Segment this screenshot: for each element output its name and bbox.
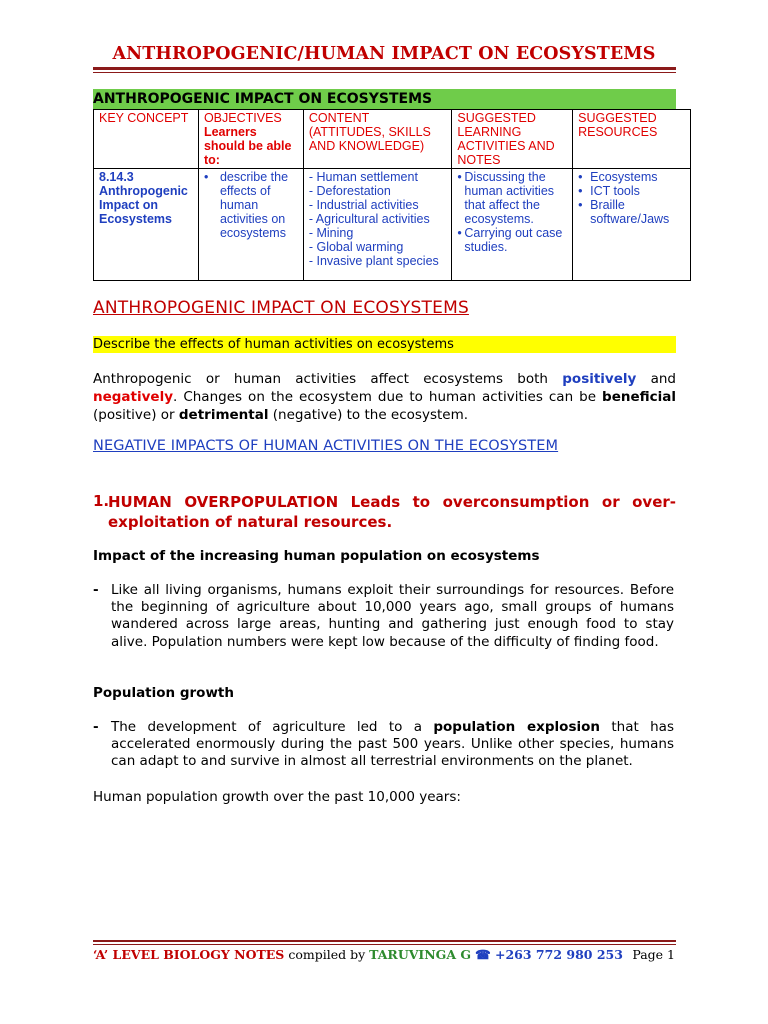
resource-item: • ICT tools	[578, 184, 640, 198]
section-title: ANTHROPOGENIC IMPACT ON ECOSYSTEMS	[93, 298, 469, 318]
td-objectives	[198, 169, 303, 281]
negative-impacts-title: NEGATIVE IMPACTS OF HUMAN ACTIVITIES ON THE ECOSYSTEM	[93, 438, 559, 454]
footer-rule-thick	[93, 940, 676, 942]
td-content	[303, 169, 452, 281]
td-key-concept: 8.14.3 Anthropogenic Impact on Ecosystems	[94, 169, 199, 281]
header-rule-thin	[93, 72, 676, 73]
table-banner	[93, 89, 676, 109]
footer-credit: ‘A’ LEVEL BIOLOGY NOTES compiled by TARUVINGA G ☎ +263 772 980 253	[93, 947, 623, 962]
content-item: - Human settlement	[308, 170, 418, 184]
dash-bullet: -	[93, 719, 99, 735]
population-explosion-word: population explosion	[433, 719, 600, 735]
subheading-population-growth: Population growth	[93, 685, 234, 701]
table-header-row	[94, 110, 691, 169]
negatively-word: negatively	[93, 389, 174, 405]
bullet-icon: •	[457, 226, 462, 240]
paragraph-growth-intro: Human population growth over the past 10,000 years:	[93, 789, 461, 805]
point-heading: HUMAN OVERPOPULATION Leads to overconsumption or over- exploitation of natural resources.	[108, 493, 676, 531]
content-item: - Invasive plant species	[308, 254, 439, 268]
td-resources	[573, 169, 691, 281]
content-item: - Mining	[308, 226, 354, 240]
point-number: 1.	[93, 492, 110, 510]
th-objectives: OBJECTIVES Learners should be able to:	[198, 110, 303, 169]
th-activities: SUGGESTED LEARNING ACTIVITIES AND NOTES	[452, 110, 573, 169]
activity-item: • Discussing the human activities that affect the ecosystems.	[457, 170, 555, 226]
content-item: - Industrial activities	[308, 198, 419, 212]
objective-text: Describe the effects of human activities on ecosystems	[93, 337, 454, 352]
header-rule-thick	[93, 67, 676, 70]
paragraph-impact: Like all living organisms, humans exploit their surroundings for resources. Before the beginning of agriculture about 10,000 years ago, small groups of humans wandered across large areas, hunting and gathering just enough food to stay alive. Population numbers were kept low because of the difficulty of finding food.	[111, 582, 674, 650]
content-item: - Global warming	[308, 240, 404, 254]
dash-bullet: -	[93, 582, 99, 598]
resource-item: • Braille software/Jaws	[578, 198, 670, 226]
activity-item: • Carrying out case studies.	[457, 226, 563, 254]
table-banner-text: ANTHROPOGENIC IMPACT ON ECOSYSTEMS	[93, 91, 433, 107]
bullet-icon: •	[578, 198, 583, 212]
content-item: - Deforestation	[308, 184, 391, 198]
resource-item: • Ecosystems	[578, 170, 658, 184]
objective-bullet-text: describe the effects of human activities on ecosystems	[219, 170, 289, 240]
th-key-concept: KEY CONCEPT	[94, 110, 199, 169]
content-item: - Agricultural activities	[308, 212, 430, 226]
detrimental-word: detrimental	[178, 407, 269, 423]
bullet-icon: •	[457, 170, 462, 184]
footer-rule-thin	[93, 944, 676, 945]
subheading-impact: Impact of the increasing human population on ecosystems	[93, 548, 540, 564]
th-resources: SUGGESTED RESOURCES	[573, 110, 691, 169]
table-row	[94, 169, 691, 281]
objective-highlight	[93, 336, 676, 353]
page-title: ANTHROPOGENIC/HUMAN IMPACT ON ECOSYSTEMS	[112, 44, 656, 64]
bullet-icon: •	[203, 170, 209, 184]
th-content: CONTENT (ATTITUDES, SKILLS AND KNOWLEDGE)	[303, 110, 452, 169]
beneficial-word: beneficial	[602, 389, 676, 405]
objectives-sub: Learners should be able to:	[203, 125, 292, 167]
footer-phone: +263 772 980 253	[490, 947, 623, 962]
positively-word: positively	[562, 371, 637, 387]
bullet-icon: •	[578, 170, 583, 184]
phone-icon: ☎	[475, 947, 491, 962]
bullet-icon: •	[578, 184, 583, 198]
curriculum-table	[93, 109, 691, 281]
td-activities	[452, 169, 573, 281]
paragraph-population-growth: The development of agriculture led to a population explosion that has accelerated enormously during the past 500 years. Unlike other species, humans can adapt to and survive in almost all terrestrial environments on the planet.	[111, 719, 674, 770]
intro-paragraph: Anthropogenic or human activities affect ecosystems both positively and negatively. Changes on the ecosystem due to human activities can be beneficial (positive) or detrimental (negative) to the ecosystem.	[93, 371, 676, 423]
page-number: Page 1	[632, 947, 675, 962]
